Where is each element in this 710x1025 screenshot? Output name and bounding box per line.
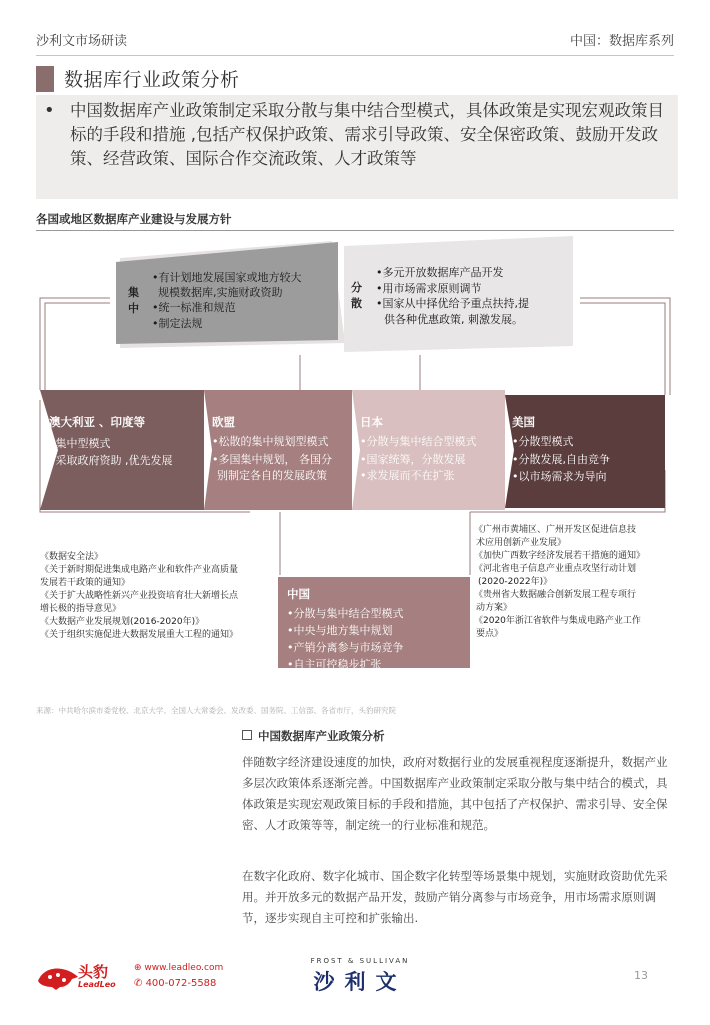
region-line: •集中型模式 — [49, 437, 111, 450]
local-policy: 动方案》 — [476, 603, 513, 613]
local-policy: 《2020年浙江省软件与集成电路产业工作 — [474, 616, 641, 626]
region-line: •求发展而不在扩张 — [360, 469, 455, 482]
china-line: •分散与集中结合型模式 — [287, 607, 404, 620]
region-name: 欧盟 — [212, 415, 235, 429]
frost-sullivan-en: FROST & SULLIVAN — [310, 957, 410, 965]
leopard-logo-icon — [36, 963, 80, 991]
summary-text: 中国数据库产业政策制定采取分散与集中结合型模式，具体政策是实现宏观政策目标的手段和措施 ,包括产权保护政策、需求引导政策、安全保密政策、鼓励开发政策、经营政策、国际合作交流政策、人才政策等 — [70, 101, 664, 168]
china-line: •中央与地方集中规划 — [287, 624, 393, 637]
globe-icon: ⊕ — [134, 963, 145, 973]
page-title: 数据库行业政策分析 — [64, 69, 240, 91]
local-policy: 术应用创新产业发展》 — [476, 538, 567, 548]
analysis-paragraph-2: 在数字化政府、数字化城市、国企数字化转型等场景集中规划，实施财政资助优先采用。并开放多元的数据产品开发，鼓励产销分离参与市场竞争，用市场需求原则调节，逐步实现自主可控和扩张输出. — [242, 869, 668, 925]
region-name: 美国 — [512, 415, 535, 429]
brand-name-cn: 头豹 — [78, 963, 109, 981]
region-line: •分散型模式 — [512, 435, 574, 448]
centralized-label-2: 中 — [128, 302, 139, 315]
section-label: 各国或地区数据库产业建设与发展方针 — [36, 212, 232, 226]
phone-icon: ✆ — [134, 978, 146, 989]
china-line: •自主可控稳步扩张 — [287, 658, 382, 671]
brand-phone-text: 400-072-5588 — [145, 978, 217, 989]
centralized-item: •制定法规 — [152, 317, 203, 330]
region-line: •分散与集中结合型模式 — [360, 435, 477, 448]
region-line: •国家统筹，分散发展 — [360, 453, 466, 466]
brand-phone — [134, 978, 216, 989]
china-name: 中国 — [287, 587, 310, 601]
local-policy: 《广州市黄埔区、广州开发区促进信息技 — [474, 525, 637, 535]
brand-url[interactable] — [134, 963, 223, 973]
centralized-item: •有计划地发展国家或地方较大 — [152, 271, 302, 284]
source-note: 来源：中共哈尔滨市委党校、北京大学、全国人大常委会、发改委、国务院、工信部、各省市厅，头豹研究院 — [36, 706, 396, 715]
checkbox-bullet-icon — [242, 730, 252, 740]
bullet-icon: • — [44, 100, 55, 121]
header-right: 中国：数据库系列 — [569, 34, 674, 49]
national-policy: 《关于新时期促进集成电路产业和软件产业高质量 — [40, 565, 239, 575]
region-australia-india — [40, 390, 204, 510]
local-policy: 《加快广西数字经济发展若干措施的通知》 — [474, 551, 646, 561]
local-policy: 要点》 — [476, 629, 504, 639]
region-line: •多国集中规划， 各国分 — [212, 453, 332, 466]
national-policy: 《大数据产业发展规划(2016-2020年)》 — [40, 617, 205, 627]
local-policy: 《贵州省大数据融合创新发展工程专项行 — [474, 590, 637, 600]
china-line: •产销分离参与市场竞争 — [287, 641, 404, 654]
region-line: •采取政府资助 ,优先发展 — [49, 454, 173, 467]
national-policy: 发展若干政策的通知》 — [40, 578, 131, 588]
national-policy: 《关于扩大战略性新兴产业投资培育壮大新增长点 — [40, 591, 239, 601]
region-name: 日本 — [360, 415, 383, 429]
region-usa — [505, 395, 665, 508]
region-line: 别制定各自的发展政策 — [217, 469, 327, 482]
analysis-heading: 中国数据库产业政策分析 — [258, 729, 385, 743]
decentralized-item: •多元开放数据库产品开发 — [376, 266, 504, 279]
region-line: •松散的集中规划型模式 — [212, 435, 329, 448]
decentralized-item: •国家从中择优给予重点扶持,提 — [376, 297, 529, 310]
analysis-paragraph-1: 伴随数字经济建设速度的加快，政府对数据行业的发展重视程度逐渐提升，数据产业多层次政策体系逐渐完善。中国数据库产业政策制定采取分散与集中结合的模式，具体政策是实现宏观政策目标的手段和措施，其中包括了产权保护、需求引导、安全保密、人才政策等等，制定统一的行业标准和规范。 — [242, 755, 668, 832]
header-left: 沙利文市场研读 — [36, 34, 128, 49]
region-japan — [352, 390, 505, 510]
national-policy: 增长极的指导意见》 — [40, 604, 122, 614]
decentralized-label-2: 散 — [351, 297, 362, 310]
region-name: 澳大利亚 、印度等 — [49, 415, 146, 429]
decentralized-item: •用市场需求原则调节 — [376, 282, 482, 295]
national-policy: 《关于组织实施促进大数据发展重大工程的通知》 — [40, 630, 239, 640]
local-policy: (2020-2022年)》 — [478, 577, 553, 587]
centralized-item: •统一标准和规范 — [152, 301, 236, 314]
region-eu — [204, 390, 352, 510]
brand-url-text: www.leadleo.com — [144, 963, 224, 973]
region-line: •以市场需求为导向 — [512, 470, 607, 483]
centralized-label-1: 集 — [128, 286, 139, 299]
region-line: •分散发展,自由竞争 — [512, 453, 610, 466]
decentralized-label-1: 分 — [351, 281, 362, 294]
frost-sullivan-cn: 沙利文 — [313, 970, 407, 994]
page-number: 13 — [634, 969, 648, 982]
local-policy: 《河北省电子信息产业重点攻坚行动计划 — [474, 564, 637, 574]
national-policy: 《数据安全法》 — [40, 552, 104, 562]
brand-name-en: LeadLeo — [78, 980, 116, 989]
decentralized-item: 供各种优惠政策, 刺激发展。 — [384, 313, 523, 326]
centralized-item: 规模数据库,实施财政资助 — [158, 286, 283, 299]
